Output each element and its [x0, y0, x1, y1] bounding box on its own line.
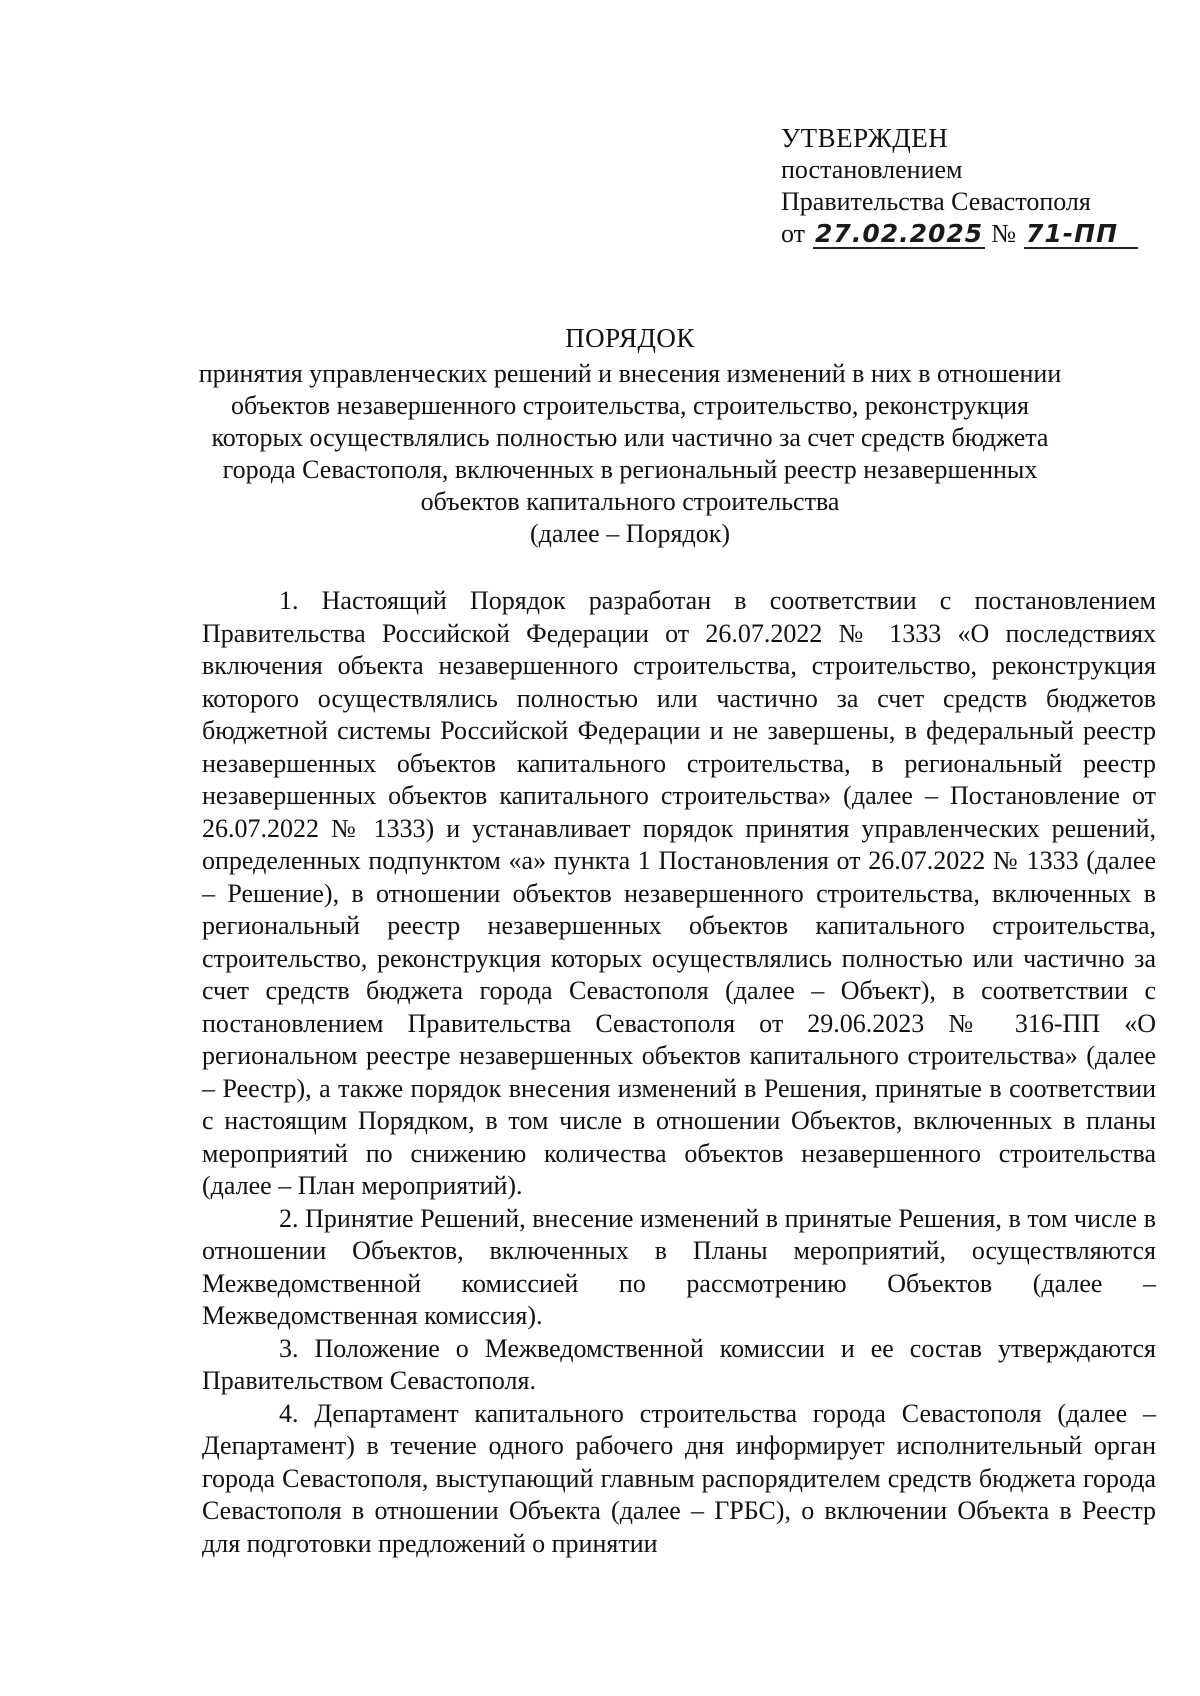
approval-date-line	[781, 218, 1161, 250]
subtitle-line: объектов незавершенного строительства, строительство, реконструкция	[231, 391, 1029, 420]
subtitle-line: (далее – Порядок)	[530, 519, 730, 548]
document-body	[202, 585, 1156, 1560]
subtitle-line: принятия управленческих решений и внесения изменений в них в отношении	[198, 359, 1062, 388]
subtitle-line: города Севастополя, включенных в региональный реестр незавершенных	[222, 455, 1038, 484]
approval-block	[781, 122, 1161, 250]
subtitle-line: которых осуществлялись полностью или частично за счет средств бюджета	[211, 423, 1049, 452]
paragraph-2: 2. Принятие Решений, внесение изменений в принятые Решения, в том числе в отношении Объектов, включенных в Планы мероприятий, осуществляются Межведомственной комиссией по рассмотрению Объектов (далее – Межведомственная комиссия).	[202, 1203, 1156, 1330]
subtitle-line: объектов капитального строительства	[420, 487, 840, 516]
handwritten-date: 27.02.2025	[815, 219, 984, 248]
paragraph-1: 1. Настоящий Порядок разработан в соответствии с постановлением Правительства Российской Федерации от 26.07.2022 № 1333 «О последствиях включения объекта незавершенного строительства, строительство, реконструкция которого осуществлялись полностью или частично за счет средств бюджетов бюджетной системы Российской Федерации и не завершены, в федеральный реестр незавершенных объектов капитального строительства, в региональный реестр незавершенных объектов капитального строительства» (далее – Постановление от 26.07.2022 № 1333) и устанавливает порядок принятия управленческих решений, определенных подпунктом «а» пункта 1 Постановления от 26.07.2022 № 1333 (далее – Решение), в отношении объектов незавершенного строительства, включенных в региональный реестр незавершенных объектов капитального строительства, строительство, реконструкция которых осуществлялись полностью или частично за счет средств бюджета города Севастополя (далее – Объект), в соответствии с постановлением Правительства Севастополя от 29.06.2023 № 316-ПП «О региональном реестре незавершенных объектов капитального строительства» (далее – Реестр), а также порядок внесения изменений в Решения, принятые в соответствии с настоящим Порядком, в том числе в отношении Объектов, включенных в планы мероприятий по снижению количества объектов незавершенного строительства (далее – План мероприятий).	[202, 586, 1156, 1200]
date-prefix: от	[781, 219, 806, 248]
number-sign: №	[991, 219, 1016, 248]
approval-heading: УТВЕРЖДЕН	[781, 123, 949, 153]
document-heading: ПОРЯДОК	[565, 323, 695, 353]
approval-line-1: постановлением	[781, 155, 963, 184]
handwritten-number: 71-ПП	[1024, 221, 1138, 249]
document-title-block	[190, 322, 1070, 550]
paragraph-4: 4. Департамент капитального строительства города Севастополя (далее – Департамент) в течение одного рабочего дня информирует исполнительный орган города Севастополя, выступающий главным распорядителем средств бюджета города Севастополя в отношении Объекта (далее – ГРБС), о включении Объекта в Реестр для подготовки предложений о принятии	[202, 1398, 1156, 1558]
paragraph-3: 3. Положение о Межведомственной комиссии и ее состав утверждаются Правительством Севастополя.	[202, 1333, 1156, 1395]
approval-line-2: Правительства Севастополя	[781, 187, 1091, 216]
